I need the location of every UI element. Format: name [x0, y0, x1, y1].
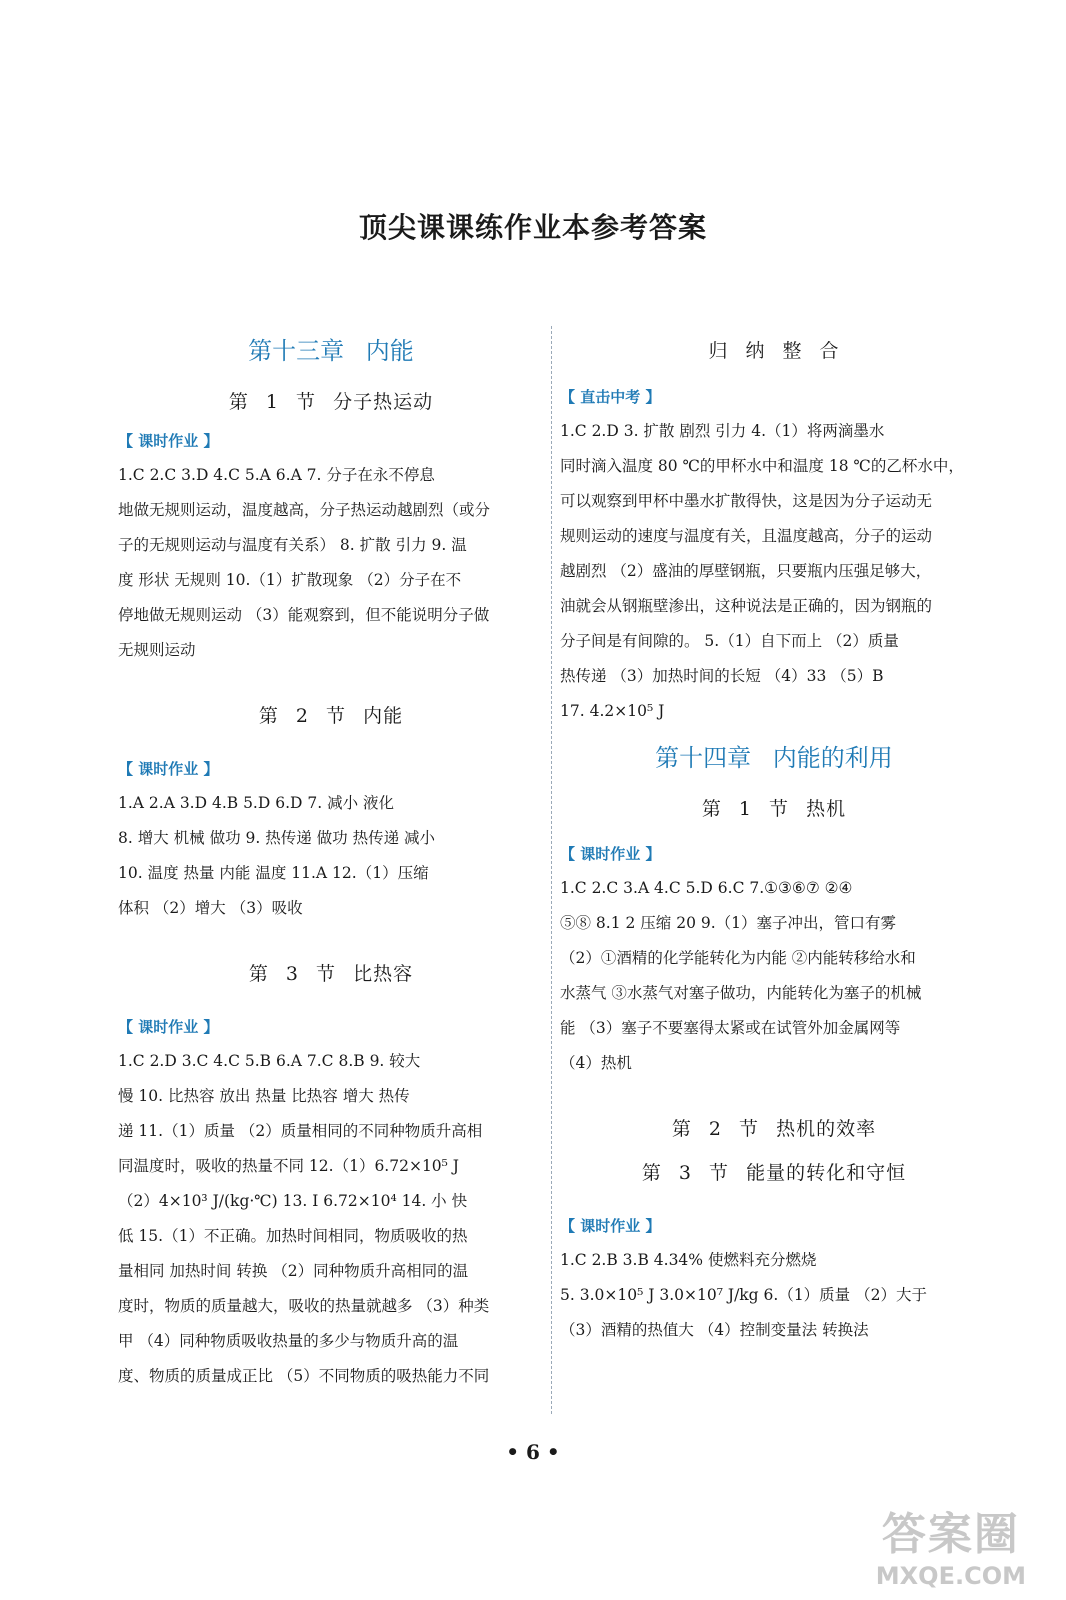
- answer-line: 1.C 2.D 3. 扩散 剧烈 引力 4.（1）将两滴墨水: [560, 422, 885, 440]
- answer-line: 10. 温度 热量 内能 温度 11.A 12.（1）压缩: [118, 864, 429, 882]
- answer-line: 1.C 2.B 3.B 4.34% 使燃料充分燃烧: [560, 1251, 817, 1269]
- section-label: 【 课时作业 】: [118, 760, 219, 778]
- answer-line: 停地做无规则运动 （3）能观察到，但不能说明分子做: [118, 606, 490, 624]
- watermark-logo: [876, 1498, 1026, 1590]
- answer-line: 同时滴入温度 80 ℃的甲杯水中和温度 18 ℃的乙杯水中，: [560, 457, 964, 475]
- section-label: 【 课时作业 】: [118, 432, 219, 450]
- section-heading: 第 2 节 内能: [258, 705, 404, 727]
- answer-line: 度 形状 无规则 10.（1）扩散现象 （2）分子在不: [118, 571, 462, 589]
- section-heading: 第 3 节 能量的转化和守恒: [641, 1162, 907, 1184]
- section-heading: 第 1 节 分子热运动: [228, 391, 434, 413]
- answer-line: 1.A 2.A 3.D 4.B 5.D 6.D 7. 减小 液化: [118, 794, 394, 812]
- page-title: 顶尖课课练作业本参考答案: [358, 211, 707, 244]
- section-label: 【 直击中考 】: [560, 388, 661, 406]
- answer-line: 1.C 2.D 3.C 4.C 5.B 6.A 7.C 8.B 9. 较大: [118, 1052, 421, 1070]
- answer-line: 分子间是有间隙的。 5.（1）自下而上 （2）质量: [560, 632, 899, 650]
- answer-block: [560, 414, 988, 729]
- summary-heading: 归 纳 整 合: [708, 340, 840, 362]
- chapter-13-title: 第十三章 内能: [248, 337, 414, 365]
- right-column: [560, 328, 988, 1348]
- section-heading: 第 2 节 热机的效率: [671, 1118, 877, 1140]
- answer-line: 17. 4.2×10⁵ J: [560, 702, 665, 720]
- answer-line: 1.C 2.C 3.A 4.C 5.D 6.C 7.①③⑥⑦ ②④: [560, 879, 853, 897]
- left-column: [118, 328, 544, 1394]
- answer-line: 规则运动的速度与温度有关，且温度越高，分子的运动: [560, 527, 933, 545]
- answer-line: （2）4×10³ J/(kg·℃) 13. I 6.72×10⁴ 14. 小 快: [118, 1192, 468, 1210]
- answer-line: 体积 （2）增大 （3）吸收: [118, 899, 303, 917]
- answer-line: 慢 10. 比热容 放出 热量 比热容 增大 热传: [118, 1087, 410, 1105]
- section-label: 【 课时作业 】: [560, 845, 661, 863]
- answer-block: [560, 1243, 988, 1348]
- answer-line: 5. 3.0×10⁵ J 3.0×10⁷ J/kg 6.（1）质量 （2）大于: [560, 1286, 927, 1304]
- answer-block: [118, 1044, 544, 1394]
- answer-line: 无规则运动: [118, 641, 196, 659]
- answer-line: 同温度时，吸收的热量不同 12.（1）6.72×10⁵ J: [118, 1157, 460, 1175]
- answer-line: 量相同 加热时间 转换 （2）同种物质升高相同的温: [118, 1262, 469, 1280]
- answer-line: 8. 增大 机械 做功 9. 热传递 做功 热传递 减小: [118, 829, 435, 847]
- page-number: • 6 •: [506, 1440, 560, 1464]
- answer-line: 低 15.（1）不正确。加热时间相同，物质吸收的热: [118, 1227, 468, 1245]
- answer-line: 1.C 2.C 3.D 4.C 5.A 6.A 7. 分子在永不停息: [118, 466, 435, 484]
- answer-block: [118, 786, 544, 926]
- column-divider: [551, 326, 552, 1414]
- watermark-url: MXQE.COM: [875, 1562, 1026, 1590]
- answer-line: 热传递 （3）加热时间的长短 （4）33 （5）B: [560, 667, 884, 685]
- watermark-text: 答案圈: [881, 1509, 1020, 1560]
- answer-line: 水蒸气 ③水蒸气对塞子做功，内能转化为塞子的机械: [560, 984, 922, 1002]
- answer-line: 可以观察到甲杯中墨水扩散得快，这是因为分子运动无: [560, 492, 933, 510]
- answer-line: 度、物质的质量成正比 （5）不同物质的吸热能力不同: [118, 1367, 490, 1385]
- answer-line: 递 11.（1）质量 （2）质量相同的不同种物质升高相: [118, 1122, 483, 1140]
- section-label: 【 课时作业 】: [118, 1018, 219, 1036]
- answer-line: （2）①酒精的化学能转化为内能 ②内能转移给水和: [560, 949, 916, 967]
- section-heading: 第 3 节 比热容: [248, 963, 414, 985]
- answer-line: 越剧烈 （2）盛油的厚壁钢瓶，只要瓶内压强足够大，: [560, 562, 932, 580]
- answer-line: 能 （3）塞子不要塞得太紧或在试管外加金属网等: [560, 1019, 901, 1037]
- answer-block: [560, 871, 988, 1081]
- answer-line: （3）酒精的热值大 （4）控制变量法 转换法: [560, 1321, 869, 1339]
- answer-line: 子的无规则运动与温度有关系） 8. 扩散 引力 9. 温: [118, 536, 467, 554]
- answer-line: （4）热机: [560, 1054, 632, 1072]
- section-label: 【 课时作业 】: [560, 1217, 661, 1235]
- section-heading: 第 1 节 热机: [701, 798, 847, 820]
- answer-line: ⑤⑧ 8.1 2 压缩 20 9.（1）塞子冲出，管口有雾: [560, 914, 897, 932]
- answer-line: 甲 （4）同种物质吸收热量的多少与物质升高的温: [118, 1332, 459, 1350]
- answer-line: 油就会从钢瓶壁渗出，这种说法是正确的，因为钢瓶的: [560, 597, 933, 615]
- answer-block: [118, 458, 544, 668]
- chapter-14-title: 第十四章 内能的利用: [655, 744, 893, 772]
- answer-line: 地做无规则运动，温度越高，分子热运动越剧烈（或分: [118, 501, 491, 519]
- answer-line: 度时，物质的质量越大，吸收的热量就越多 （3）种类: [118, 1297, 490, 1315]
